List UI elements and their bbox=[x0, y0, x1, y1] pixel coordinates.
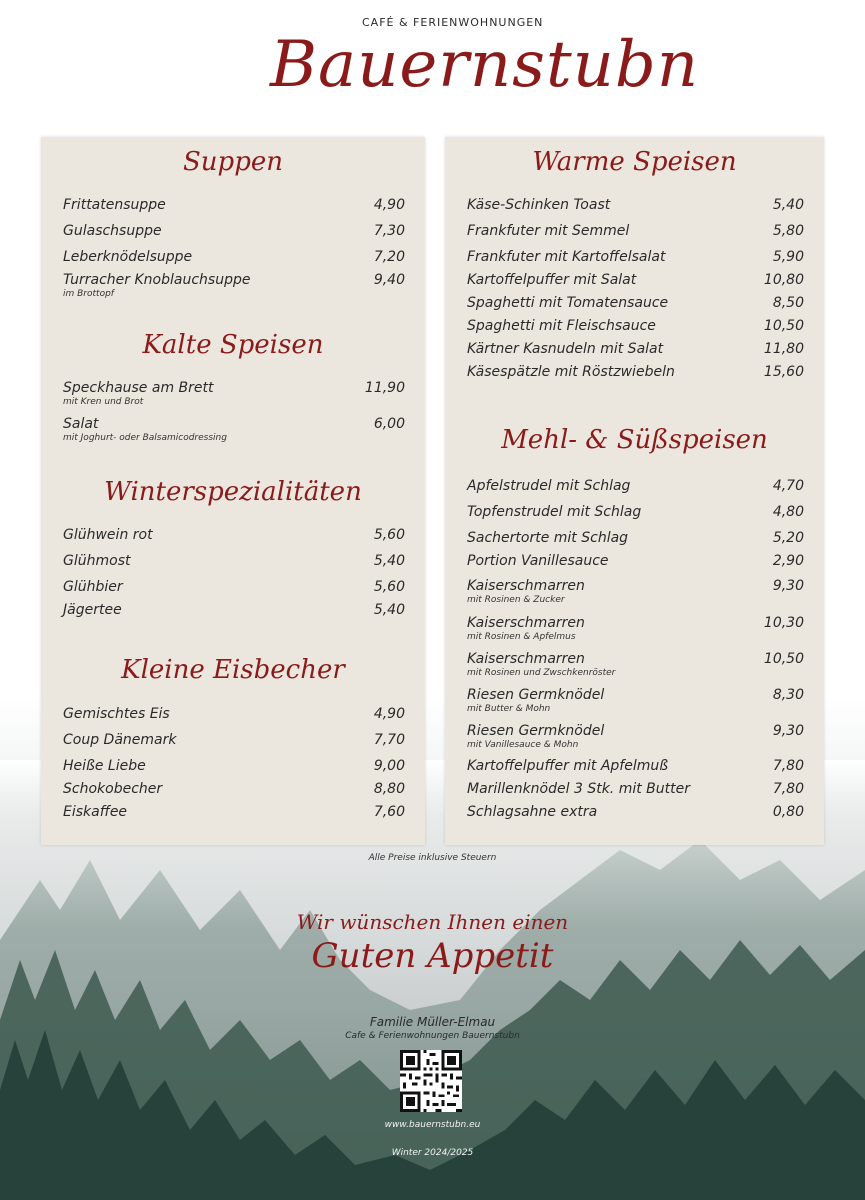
item-price: 6,00 bbox=[373, 416, 405, 432]
item-price: 2,90 bbox=[772, 553, 804, 569]
menu-panel-left bbox=[41, 137, 425, 845]
item-name: Käsespätzle mit Röstzwiebeln bbox=[467, 364, 675, 380]
cafe-name: Cafe & Ferienwohnungen Bauernstubn bbox=[345, 1031, 520, 1041]
item-price: 5,40 bbox=[373, 553, 405, 569]
item-price: 11,90 bbox=[364, 380, 405, 396]
item-price: 7,20 bbox=[373, 249, 405, 265]
item-price: 8,50 bbox=[772, 295, 804, 311]
item-price: 10,50 bbox=[763, 318, 804, 334]
menu-item bbox=[467, 723, 804, 750]
item-name: Schokobecher bbox=[63, 781, 163, 797]
menu-item bbox=[63, 416, 405, 443]
item-note: mit Butter & Mohn bbox=[467, 704, 551, 714]
item-price: 7,30 bbox=[373, 223, 405, 239]
menu-item bbox=[63, 249, 405, 269]
item-note: mit Vanillesauce & Mohn bbox=[467, 740, 579, 750]
item-note: mit Joghurt- oder Balsamicodressing bbox=[63, 433, 227, 443]
menu-item bbox=[63, 732, 405, 752]
item-name: Kärtner Kasnudeln mit Salat bbox=[467, 341, 664, 357]
item-price: 10,30 bbox=[763, 615, 804, 631]
item-name: Marillenknödel 3 Stk. mit Butter bbox=[467, 781, 690, 797]
menu-item bbox=[467, 272, 804, 292]
item-name: Heiße Liebe bbox=[63, 758, 146, 774]
item-name: Spaghetti mit Fleischsauce bbox=[467, 318, 656, 334]
item-name: Coup Dänemark bbox=[63, 732, 177, 748]
item-name: Gulaschsuppe bbox=[63, 223, 162, 239]
item-name: Speckhause am Brett bbox=[63, 380, 214, 396]
menu-item bbox=[63, 527, 405, 547]
item-note: mit Kren und Brot bbox=[63, 397, 144, 407]
item-price: 9,00 bbox=[373, 758, 405, 774]
tax-note: Alle Preise inklusive Steuern bbox=[368, 853, 497, 863]
item-name: Topfenstrudel mit Schlag bbox=[467, 504, 642, 520]
brand-logo-text: Bauernstubn bbox=[270, 28, 700, 102]
item-name: Glühbier bbox=[63, 579, 123, 595]
menu-item bbox=[63, 380, 405, 407]
item-name: Glühwein rot bbox=[63, 527, 153, 543]
item-name: Turracher Knoblauchsuppe bbox=[63, 272, 251, 288]
item-name: Eiskaffee bbox=[63, 804, 128, 820]
menu-item bbox=[467, 249, 804, 269]
menu-item bbox=[63, 197, 405, 217]
item-name: Frittatensuppe bbox=[63, 197, 166, 213]
item-price: 5,20 bbox=[772, 530, 804, 546]
item-price: 5,60 bbox=[373, 579, 405, 595]
item-name: Gemischtes Eis bbox=[63, 706, 170, 722]
menu-item bbox=[63, 223, 405, 243]
item-price: 9,40 bbox=[373, 272, 405, 288]
wish-text: Wir wünschen Ihnen einen bbox=[296, 910, 569, 934]
menu-item bbox=[467, 504, 804, 524]
menu-item bbox=[467, 615, 804, 642]
item-price: 5,90 bbox=[772, 249, 804, 265]
item-name: Kaiserschmarren bbox=[467, 615, 585, 631]
item-price: 10,80 bbox=[763, 272, 804, 288]
qr-code-icon[interactable] bbox=[400, 1050, 462, 1112]
item-price: 9,30 bbox=[772, 723, 804, 739]
family-name: Familie Müller-Elmau bbox=[369, 1015, 496, 1029]
menu-item bbox=[467, 804, 804, 824]
menu-item bbox=[467, 758, 804, 778]
menu-item bbox=[467, 197, 804, 217]
item-name: Frankfuter mit Kartoffelsalat bbox=[467, 249, 666, 265]
website-link[interactable]: www.bauernstubn.eu bbox=[384, 1120, 481, 1130]
brand-subtitle: CAFÉ & FERIENWOHNUNGEN bbox=[362, 16, 544, 29]
item-price: 8,80 bbox=[373, 781, 405, 797]
menu-item bbox=[467, 651, 804, 678]
item-name: Leberknödelsuppe bbox=[63, 249, 193, 265]
menu-item bbox=[467, 295, 804, 315]
section-title-mehl-suessspeisen: Mehl- & Süßspeisen bbox=[501, 425, 768, 455]
item-price: 7,70 bbox=[373, 732, 405, 748]
menu-item bbox=[467, 478, 804, 498]
item-price: 7,80 bbox=[772, 781, 804, 797]
menu-item bbox=[467, 364, 804, 384]
item-name: Kaiserschmarren bbox=[467, 651, 585, 667]
item-name: Riesen Germknödel bbox=[467, 723, 605, 739]
menu-panel-right bbox=[445, 137, 824, 845]
item-price: 4,90 bbox=[373, 706, 405, 722]
menu-item bbox=[63, 758, 405, 778]
item-note: im Brottopf bbox=[63, 289, 114, 299]
section-title-winterspezialitaeten: Winterspezialitäten bbox=[104, 477, 362, 507]
menu-item bbox=[467, 553, 804, 573]
item-name: Spaghetti mit Tomatensauce bbox=[467, 295, 669, 311]
item-price: 7,80 bbox=[772, 758, 804, 774]
item-price: 8,30 bbox=[772, 687, 804, 703]
section-title-warme-speisen: Warme Speisen bbox=[532, 147, 737, 177]
item-name: Portion Vanillesauce bbox=[467, 553, 609, 569]
item-price: 4,80 bbox=[772, 504, 804, 520]
season-label: Winter 2024/2025 bbox=[391, 1148, 474, 1158]
menu-item bbox=[63, 579, 405, 599]
menu-item bbox=[63, 272, 405, 299]
item-price: 7,60 bbox=[373, 804, 405, 820]
menu-item bbox=[63, 706, 405, 726]
item-name: Jägertee bbox=[63, 602, 122, 618]
item-name: Apfelstrudel mit Schlag bbox=[467, 478, 631, 494]
item-note: mit Rosinen und Zwschkenröster bbox=[467, 668, 616, 678]
menu-item bbox=[63, 804, 405, 824]
item-name: Sachertorte mit Schlag bbox=[467, 530, 629, 546]
item-name: Schlagsahne extra bbox=[467, 804, 598, 820]
item-name: Käse-Schinken Toast bbox=[467, 197, 611, 213]
menu-item bbox=[467, 687, 804, 714]
menu-item bbox=[467, 318, 804, 338]
item-name: Salat bbox=[63, 416, 99, 432]
menu-item bbox=[63, 553, 405, 573]
section-title-suppen: Suppen bbox=[183, 147, 283, 177]
menu-item bbox=[467, 223, 804, 243]
item-price: 9,30 bbox=[772, 578, 804, 594]
item-price: 4,90 bbox=[373, 197, 405, 213]
item-name: Glühmost bbox=[63, 553, 131, 569]
item-name: Frankfuter mit Semmel bbox=[467, 223, 630, 239]
menu-item bbox=[63, 602, 405, 622]
item-price: 11,80 bbox=[763, 341, 804, 357]
item-name: Kaiserschmarren bbox=[467, 578, 585, 594]
item-price: 5,80 bbox=[772, 223, 804, 239]
header bbox=[0, 0, 865, 130]
section-title-kleine-eisbecher: Kleine Eisbecher bbox=[121, 655, 345, 685]
section-title-kalte-speisen: Kalte Speisen bbox=[142, 330, 324, 360]
item-note: mit Rosinen & Apfelmus bbox=[467, 632, 576, 642]
item-name: Kartoffelpuffer mit Salat bbox=[467, 272, 637, 288]
menu-item bbox=[467, 341, 804, 361]
item-price: 4,70 bbox=[772, 478, 804, 494]
menu-item bbox=[467, 781, 804, 801]
item-price: 10,50 bbox=[763, 651, 804, 667]
guten-appetit-text: Guten Appetit bbox=[311, 936, 554, 976]
item-name: Riesen Germknödel bbox=[467, 687, 605, 703]
item-name: Kartoffelpuffer mit Apfelmuß bbox=[467, 758, 669, 774]
item-price: 5,60 bbox=[373, 527, 405, 543]
menu-item bbox=[63, 781, 405, 801]
item-price: 15,60 bbox=[763, 364, 804, 380]
item-price: 5,40 bbox=[772, 197, 804, 213]
item-price: 5,40 bbox=[373, 602, 405, 618]
menu-item bbox=[467, 578, 804, 605]
menu-item bbox=[467, 530, 804, 550]
item-price: 0,80 bbox=[772, 804, 804, 820]
item-note: mit Rosinen & Zucker bbox=[467, 595, 565, 605]
